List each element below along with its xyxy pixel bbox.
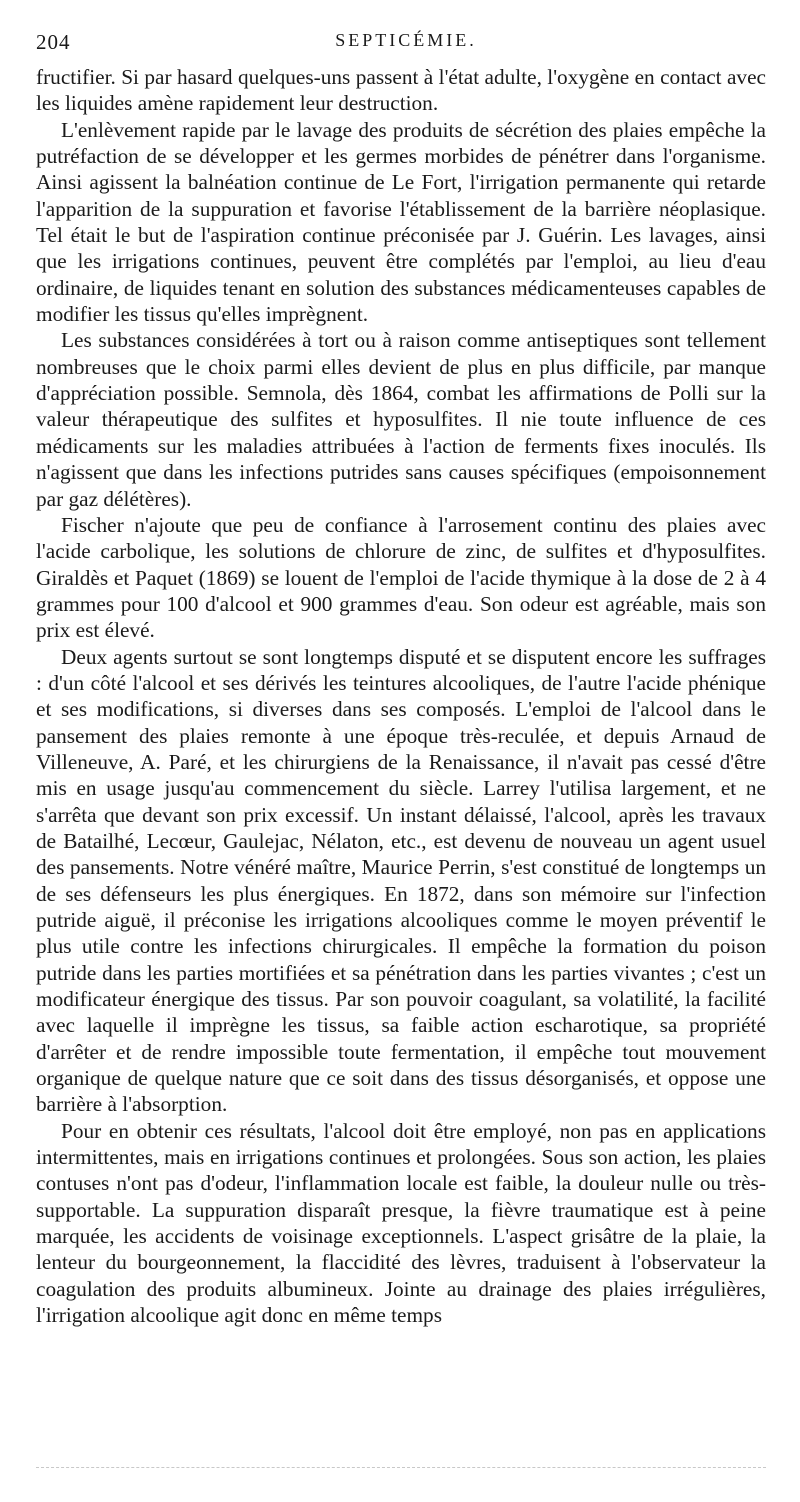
paragraph-substances: Les substances considérées à tort ou à raison comme antiseptiques sont tellement nombreuses que le choix parmi elles devient de plus en plus difficile, par manque d'appréciation possible. Semnola, dès 1864, combat les affirmations de Polli sur la valeur thérapeutique des sulfites et hyposulfites. Il nie toute influence de ces médicaments sur les maladies attribuées à l'action de ferments fixes inoculés. Ils n'agissent que dans les infections putrides sans causes spécifiques (empoisonnement par gaz délétères).	[36, 328, 766, 511]
paragraph-deux-agents: Deux agents surtout se sont longtemps disputé et se disputent encore les suffrages : d'un côté l'alcool et ses dérivés les teintures alcooliques, de l'autre l'acide phénique et ses modifications, si diverses dans ses composés. L'emploi de l'alcool dans le pansement des plaies remonte à une époque très-reculée, et depuis Arnaud de Villeneuve, A. Paré, et les chirurgiens de la Renaissance, il n'avait pas cessé d'être mis en usage jusqu'au commencement du siècle. Larrey l'utilisa largement, et ne s'arrêta que devant son prix excessif. Un instant délaissé, l'alcool, après les travaux de Batailhé, Lecœur, Gaulejac, Nélaton, etc., est devenu de nouveau un agent usuel des pansements. Notre vénéré maître, Maurice Perrin, s'est constitué de longtemps un de ses défenseurs les plus énergiques. En 1872, dans son mémoire sur l'infection putride aiguë, il préconise les irrigations alcooliques comme le moyen préventif le plus utile contre les infections chirurgicales. Il empêche la formation du poison putride dans les parties mortifiées et sa pénétration dans les parties vivantes ; c'est un modificateur énergique des tissus. Par son pouvoir coagulant, sa volatilité, la facilité avec laquelle il imprègne les tissus, sa faible action escharotique, sa propriété d'arrêter et de rendre impossible toute fermentation, il empêche tout mouvement organique de quelque nature que ce soit dans des tissus désorganisés, et oppose une barrière à l'absorption.	[36, 644, 766, 1117]
paragraph-lavage: L'enlèvement rapide par le lavage des produits de sécrétion des plaies empêche la putréfaction de se développer et les germes morbides de pénétrer dans l'organisme. Ainsi agissent la balnéation continue de Le Fort, l'irrigation permanente qui retarde l'apparition de la suppuration et favorise l'établissement de la barrière néoplasique. Tel était le but de l'aspiration continue préconisée par J. Guérin. Les lavages, ainsi que les irrigations continues, peuvent être complétés par l'emploi, au lieu d'eau ordinaire, de liquides tenant en solution des substances médicamenteuses capables de modifier les tissus qu'elles imprègnent.	[36, 117, 766, 327]
body-text	[36, 64, 766, 1329]
paragraph-resultats: Pour en obtenir ces résultats, l'alcool doit être employé, non pas en applications intermittentes, mais en irrigations continues et prolongées. Sous son action, les plaies contuses n'ont pas d'odeur, l'inflammation locale est faible, la douleur nulle ou très-supportable. La suppuration disparaît presque, la fièvre traumatique est à peine marquée, les accidents de voisinage exceptionnels. L'aspect grisâtre de la plaie, la lenteur du bourgeonnement, la flaccidité des lèvres, traduisent à l'observateur la coagulation des produits albumineux. Jointe au drainage des plaies irrégulières, l'irrigation alcoolique agit donc en même temps	[36, 1118, 766, 1328]
paragraph-continuation: fructifier. Si par hasard quelques-uns passent à l'état adulte, l'oxygène en contact avec les liquides amène rapidement leur destruction.	[36, 65, 766, 116]
page-header	[36, 30, 766, 64]
footer-divider	[36, 1467, 766, 1468]
running-title: SEPTICÉMIE.	[335, 30, 477, 50]
page-number: 204	[36, 30, 71, 54]
paragraph-fischer: Fischer n'ajoute que peu de confiance à l'arrosement continu des plaies avec l'acide carbolique, les solutions de chlorure de zinc, de sulfites et d'hyposulfites. Giraldès et Paquet (1869) se louent de l'emploi de l'acide thymique à la dose de 2 à 4 grammes pour 100 d'alcool et 900 grammes d'eau. Son odeur est agréable, mais son prix est élevé.	[36, 512, 766, 643]
document-page	[36, 30, 766, 1329]
